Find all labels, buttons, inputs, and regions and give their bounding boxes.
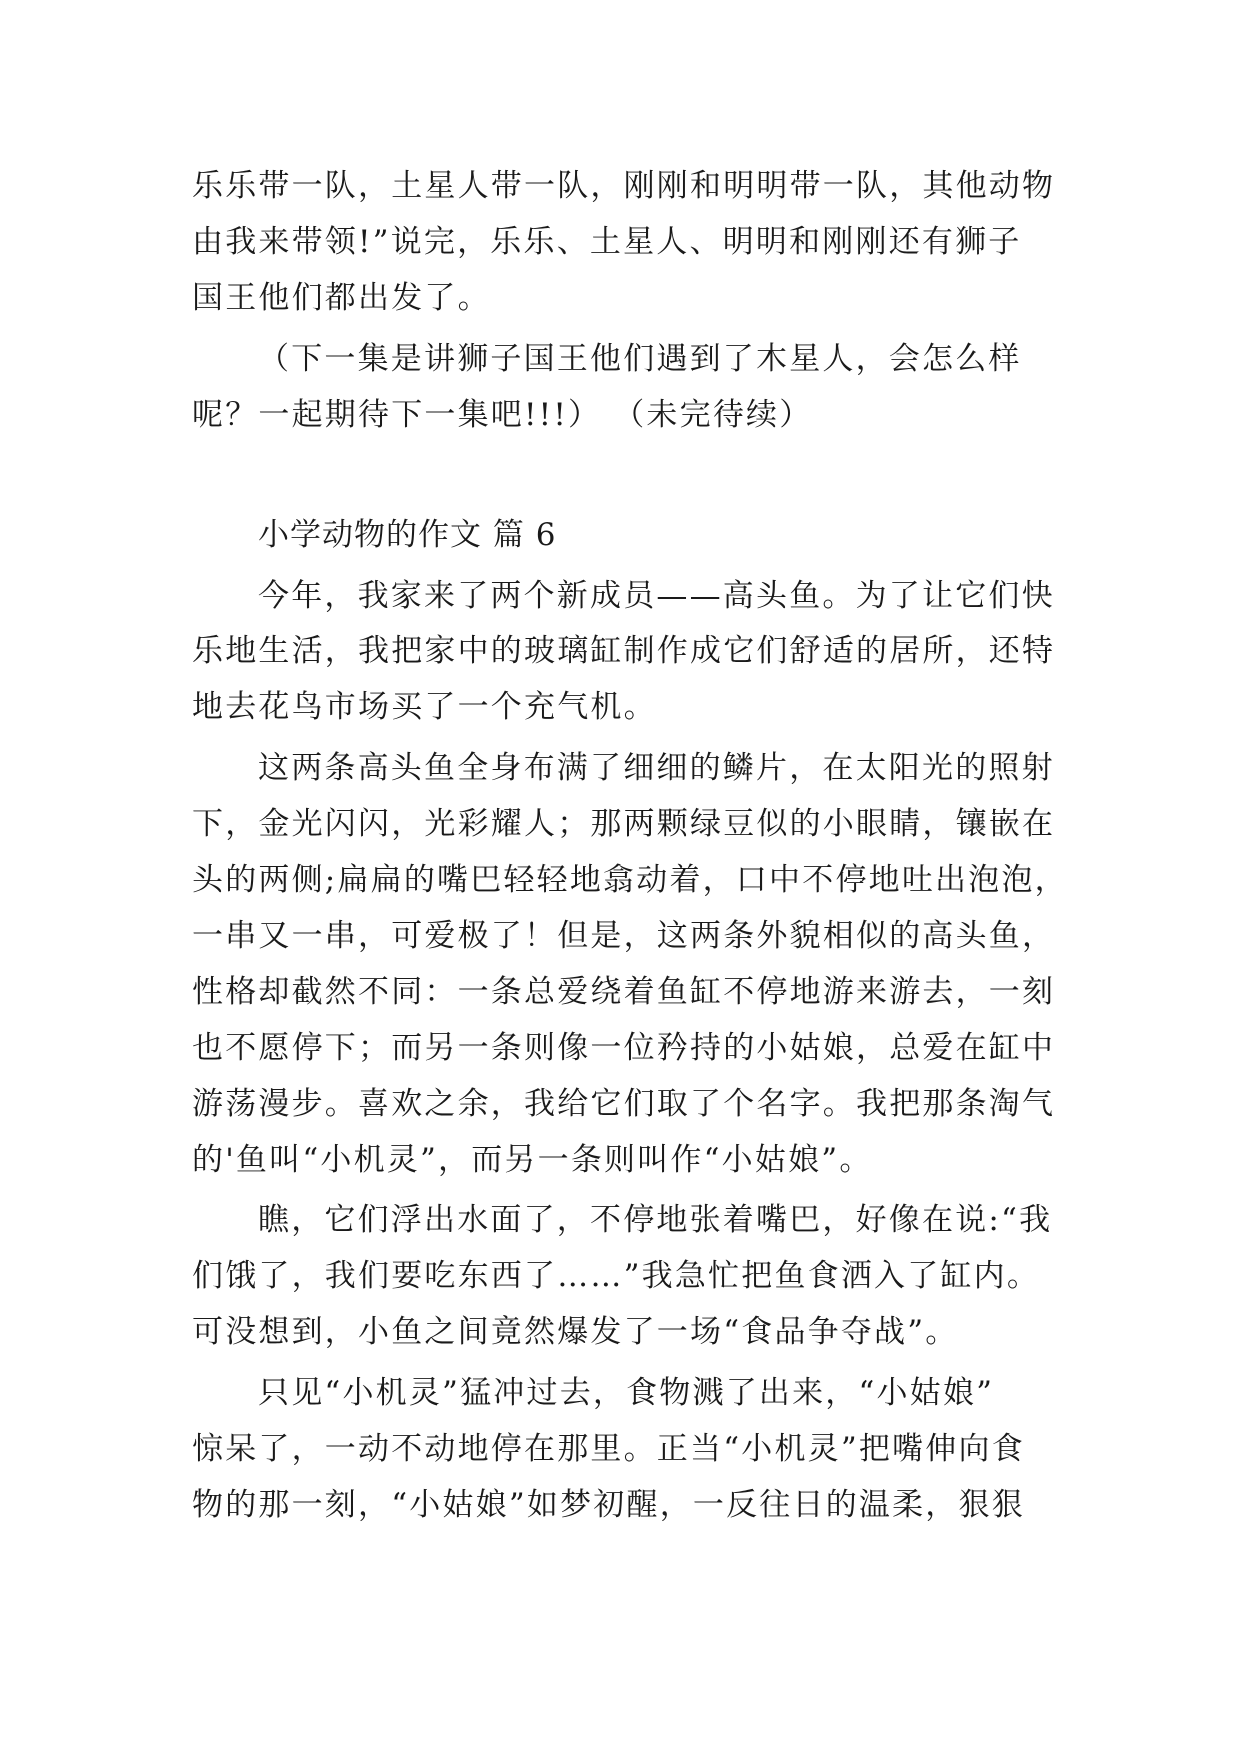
text-line: 性格却截然不同：一条总爱绕着鱼缸不停地游来游去，一刻 <box>192 974 1056 1010</box>
text-line: 今年，我家来了两个新成员——高头鱼。为了让它们快 <box>258 578 1055 614</box>
text-line: 这两条高头鱼全身布满了细细的鳞片，在太阳光的照射 <box>258 750 1055 786</box>
text-line: 物的那一刻，“小姑娘”如梦初醒，一反往日的温柔，狠狠 <box>192 1487 1025 1523</box>
text-line: （下一集是讲狮子国王他们遇到了木星人，会怎么样 <box>258 341 1022 377</box>
text-line: 只见“小机灵”猛冲过去，食物溅了出来，“小姑娘” <box>258 1375 995 1411</box>
text-line: 国王他们都出发了。 <box>192 280 491 316</box>
text-line: 可没想到，小鱼之间竟然爆发了一场“食品争夺战”。 <box>192 1314 959 1350</box>
text-line: 乐地生活，我把家中的玻璃缸制作成它们舒适的居所，还特 <box>192 633 1056 669</box>
text-line: 的'鱼叫“小机灵”，而另一条则叫作“小姑娘”。 <box>192 1142 873 1178</box>
text-line: 乐乐带一队，土星人带一队，刚刚和明明带一队，其他动物 <box>192 168 1056 204</box>
section-heading: 小学动物的作文 篇 6 <box>258 517 557 553</box>
text-line: 瞧，它们浮出水面了，不停地张着嘴巴，好像在说:“我 <box>258 1202 1053 1238</box>
text-line: 呢？一起期待下一集吧!!!） （未完待续） <box>192 397 813 433</box>
text-line: 们饿了，我们要吃东西了……”我急忙把鱼食洒入了缸内。 <box>192 1258 1041 1294</box>
text-line: 也不愿停下；而另一条则像一位矜持的小姑娘，总爱在缸中 <box>192 1030 1056 1066</box>
text-line: 一串又一串，可爱极了！但是，这两条外貌相似的高头鱼， <box>192 918 1056 954</box>
text-line: 地去花鸟市场买了一个充气机。 <box>192 689 657 725</box>
text-line: 由我来带领!”说完，乐乐、土星人、明明和刚刚还有狮子 <box>192 224 1022 260</box>
text-line: 头的两侧;扁扁的嘴巴轻轻地翕动着，口中不停地吐出泡泡， <box>192 862 1068 898</box>
text-line: 惊呆了，一动不动地停在那里。正当“小机灵”把嘴伸向食 <box>192 1431 1025 1467</box>
text-line: 下，金光闪闪，光彩耀人；那两颗绿豆似的小眼睛，镶嵌在 <box>192 806 1056 842</box>
text-line: 游荡漫步。喜欢之余，我给它们取了个名字。我把那条淘气 <box>192 1086 1056 1122</box>
